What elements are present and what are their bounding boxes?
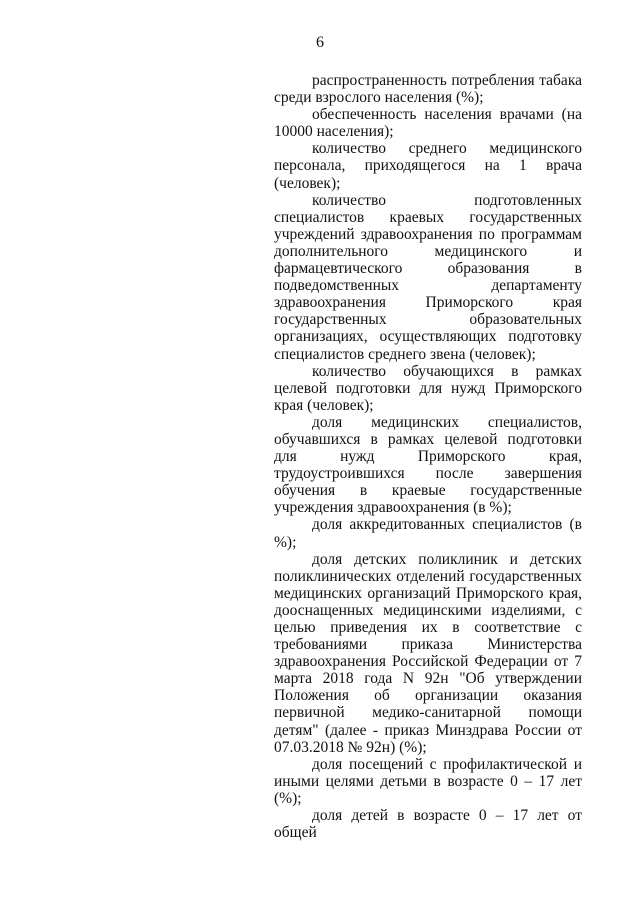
page-number: 6 <box>316 34 324 51</box>
paragraph-employed-specialists: доля медицинских специалистов, обучавшихся в рамках целевой подготовки для нужд Приморского края, трудоустроившихся после завершения обучения в краевые государственные учреждения здравоохранения (в %); <box>274 413 582 517</box>
paragraph-targeted-training: количество обучающихся в рамках целевой подготовки для нужд Приморского края (человек); <box>274 362 582 414</box>
paragraph-tobacco-prevalence: распространенность потребления табака среди взрослого населения (%); <box>274 72 582 107</box>
paragraph-nursing-staff: количество среднего медицинского персонала, приходящегося на 1 врача (человек); <box>274 140 582 192</box>
paragraph-preventive-visits: доля посещений с профилактической и иными целями детьми в возрасте 0 – 17 лет (%); <box>274 755 582 807</box>
paragraph-accredited-specialists: доля аккредитованных специалистов (в %); <box>274 516 582 551</box>
paragraph-children-share: доля детей в возрасте 0 – 17 лет от общей <box>274 807 582 842</box>
paragraph-trained-specialists: количество подготовленных специалистов краевых государственных учреждений здравоохранения по программам дополнительного медицинского и фармацевтического образования в подведомственных департаменту здравоохранения Приморского края государственных образовательных организациях, осуществляющих подготовку специалистов среднего звена (человек); <box>274 191 582 363</box>
document-body <box>274 72 582 841</box>
paragraph-doctor-availability: обеспеченность населения врачами (на 10000 населения); <box>274 106 582 141</box>
paragraph-children-clinics: доля детских поликлиник и детских поликлинических отделений государственных медицинских организаций Приморского края, дооснащенных медицинскими изделиями, с целью приведения их в соответствие с требованиями приказа Министерства здравоохранения Российской Федерации от 7 марта 2018 года N 92н "Об утверждении Положения об организации оказания первичной медико-санитарной помощи детям" (далее - приказ Минздрава России от 07.03.2018 № 92н) (%); <box>274 550 582 756</box>
